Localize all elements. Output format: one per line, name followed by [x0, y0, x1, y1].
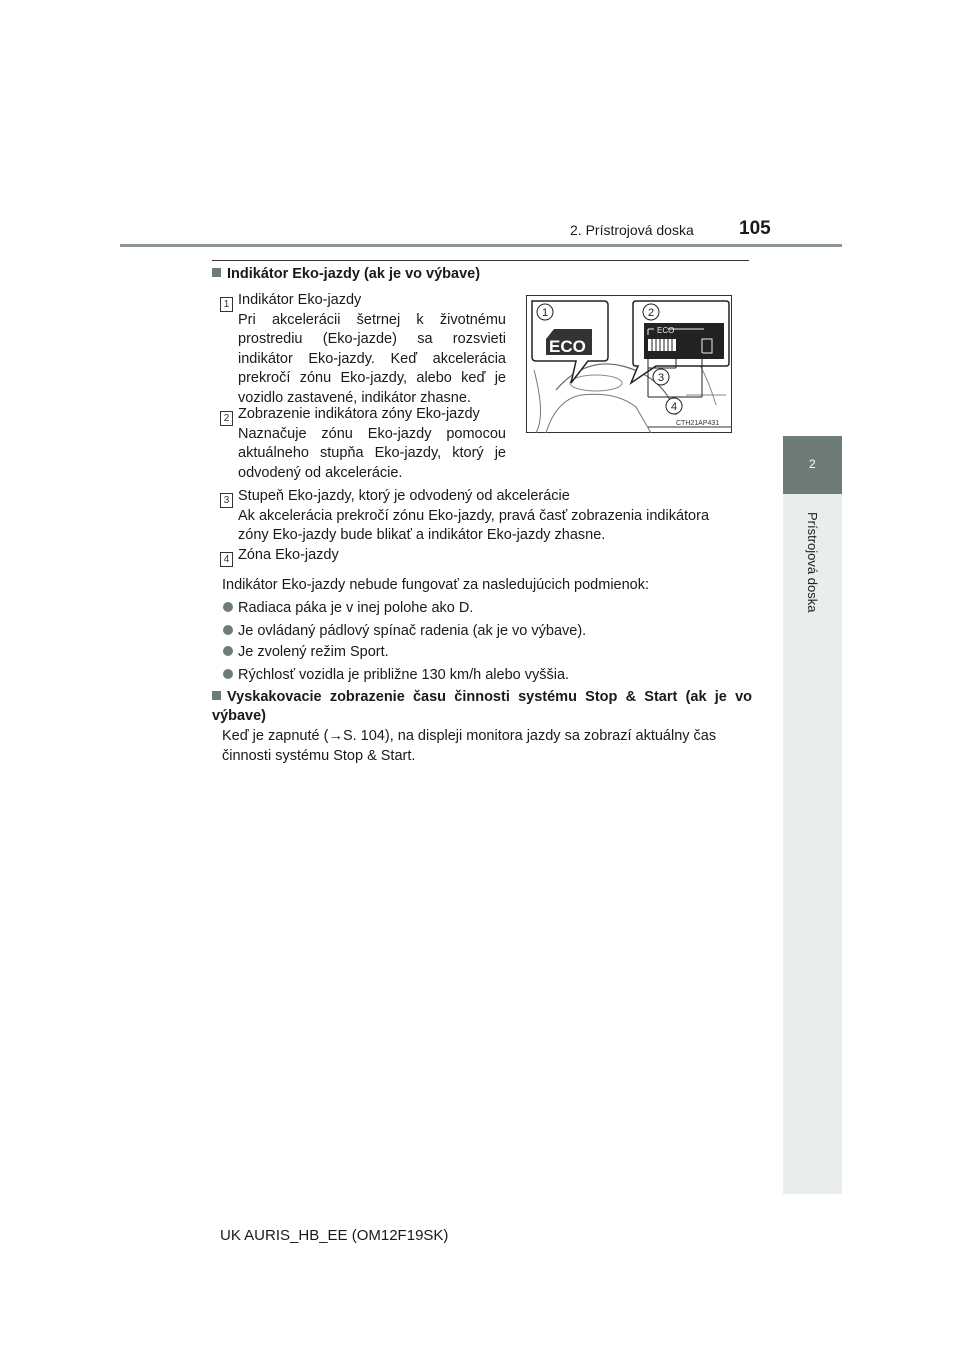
square-bullet-icon: [212, 691, 221, 700]
page-number: 105: [739, 218, 771, 239]
item-1-desc: Pri akcelerácii šetrnej k životnému prostrediu (Eko-jazde) sa rozsvieti indikátor Eko-jazdy. Keď akcelerácia prekročí zónu Eko-jazdy, alebo keď je vozidlo zastavené, indikátor zhasne.: [238, 311, 506, 406]
item-1: [238, 291, 506, 408]
conditions-intro: Indikátor Eko-jazdy nebude fungovať za nasledujúcich podmienok:: [222, 577, 650, 593]
bullet-icon: [223, 646, 233, 656]
chapter-number: 2: [809, 457, 816, 471]
footer-model: UK AURIS_HB_EE (OM12F19SK): [220, 1227, 449, 1244]
square-bullet-icon: [212, 268, 221, 277]
condition-item-1: Radiaca páka je v inej polohe ako D.: [223, 599, 473, 619]
chapter-label: Prístrojová doska: [805, 512, 820, 613]
item-3-desc: Ak akcelerácia prekročí zónu Eko-jazdy, pravá časť zobrazenia indikátora zóny Eko-jazdy bude blikať a indikátor Eko-jazdy zhasne.: [238, 507, 710, 543]
header-section-title: 2. Prístrojová doska: [570, 222, 694, 238]
callout-3: 3: [658, 372, 665, 384]
illustration-code: CTH21AP431: [676, 420, 720, 427]
item-1-title: Indikátor Eko-jazdy: [238, 292, 362, 308]
bullet-icon: [223, 669, 233, 679]
item-badge-3: 3: [220, 490, 233, 508]
item-2: [238, 405, 506, 483]
stop-start-body: Keď je zapnuté (→S. 104), na displeji monitora jazdy sa zobrazí aktuálny čas činnosti systému Stop & Start.: [222, 728, 717, 764]
condition-item-3: Je zvolený režim Sport.: [223, 643, 389, 663]
item-badge-1: 1: [220, 294, 233, 312]
item-badge-2: 2: [220, 408, 233, 426]
section-title-eco-indicator: Indikátor Eko-jazdy (ak je vo výbave): [212, 266, 480, 282]
item-3-title: Stupeň Eko-jazdy, ktorý je odvodený od akcelerácie: [238, 488, 570, 504]
condition-item-2: Je ovládaný pádlový spínač radenia (ak je vo výbave).: [223, 622, 586, 642]
callout-4: 4: [671, 401, 678, 413]
item-2-title: Zobrazenie indikátora zóny Eko-jazdy: [238, 406, 480, 422]
bullet-icon: [223, 602, 233, 612]
item-3: [238, 487, 738, 546]
section-rule: [212, 260, 749, 261]
section-title-stop-start: Vyskakovacie zobrazenie času činnosti systému Stop & Start (ak je vo výbave): [212, 689, 752, 724]
bullet-icon: [223, 625, 233, 635]
eco-indicator-illustration: [526, 295, 732, 433]
header-divider: [120, 244, 842, 247]
callout-1: 1: [542, 307, 549, 319]
item-2-desc: Naznačuje zónu Eko-jazdy pomocou aktuálneho stupňa Eko-jazdy, ktorý je odvodený od akcelerácie.: [238, 425, 506, 481]
eco-gauge-label: ECO: [657, 326, 675, 335]
callout-2: 2: [648, 307, 655, 319]
condition-item-4: Rýchlosť vozidla je približne 130 km/h alebo vyššia.: [223, 666, 569, 686]
chapter-tab: [783, 436, 842, 494]
eco-badge-label: ECO: [549, 337, 586, 356]
item-4-title: Zóna Eko-jazdy: [238, 547, 339, 563]
item-badge-4: 4: [220, 549, 233, 567]
